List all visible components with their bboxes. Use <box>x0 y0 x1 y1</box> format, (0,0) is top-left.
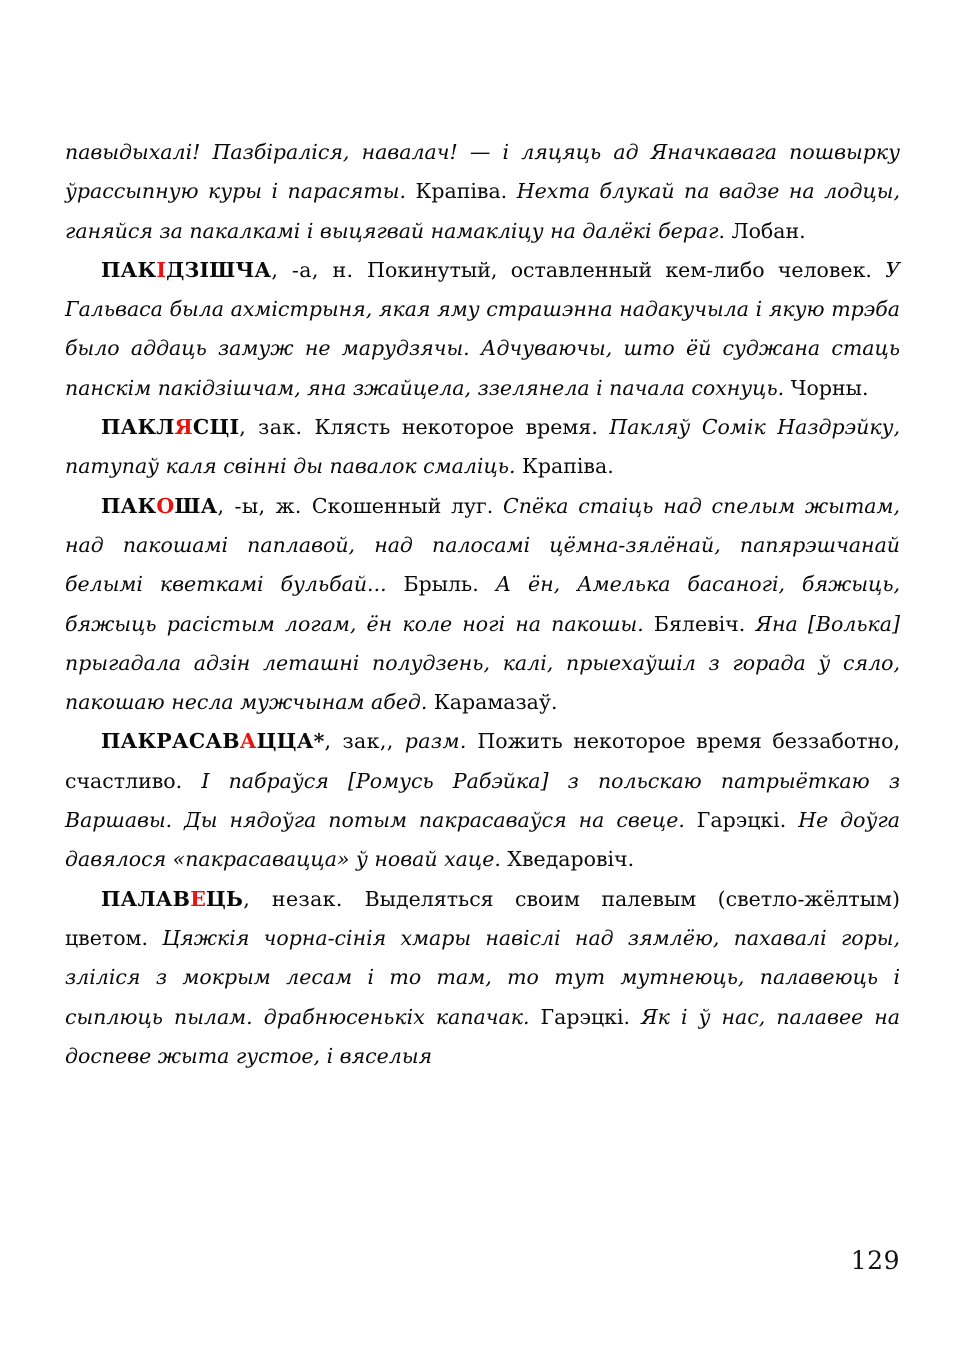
headword <box>101 729 325 753</box>
quote-text: У Гальваса была ахмістрыня, якая яму страшэнна надакучыла і якую трэба было аддаць замуж не марудзячы. Адчуваючы, што ёй суджана стаць панскім пакідзішчам, яна зжайцела, ззелянела і пачала сохнуць. <box>65 257 901 400</box>
headword-part-before: ПАЛАВ <box>101 886 191 911</box>
dictionary-entry <box>65 880 900 1076</box>
quote-source: Брыль. <box>386 572 479 597</box>
definition-text: Покинутый, оставленный кем-либо человек. <box>367 257 886 282</box>
definition-text: Клясть некоторое время. <box>314 415 610 440</box>
quote-source: Хведаровіч. <box>500 847 635 872</box>
definition-text: Скошенный луг. <box>311 493 504 518</box>
quote-source: Лобан. <box>724 218 806 243</box>
page-number: 129 <box>850 1246 900 1275</box>
quote-text: А ён, Амелька басаногі, бяжыць, бяжыць расістым логам, ён коле ногі на пакошы. <box>65 572 900 636</box>
quote-text: Нехта блукай па вадзе на лодцы, ганяйся за пакалкамі і выцягвай намакліцу на далёкі бераг. <box>65 179 900 243</box>
quote-text: Спёка стаіць над спелым жытам, над пакошамі паплавой, над палосамі цёмна-зялёнай, папярэшчанай белымі кветкамі бульбай... <box>65 493 900 597</box>
dictionary-entry <box>65 722 900 879</box>
quote-source: Гарэцкі. <box>684 808 787 833</box>
quote-text <box>630 1005 641 1029</box>
headword-asterisk: * <box>313 729 325 754</box>
quote-text: Пакляў Сомік Наздрэйку, патупаў каля свінні ды павалок смаліць. <box>65 415 900 479</box>
quote-text: І пабраўся [Ромусь Рабэйка] з польскаю патрыёткаю з Варшавы. Ды нядоўга потым пакрасаваўся на свеце. <box>65 768 900 833</box>
headword-part-after: СЦІ <box>192 415 240 440</box>
headword <box>101 494 217 518</box>
stressed-vowel: Е <box>190 886 207 911</box>
quote-source: Крапіва. <box>515 454 614 479</box>
dictionary-entry <box>65 487 900 723</box>
quote-text: павыдыхалі! Пазбіраліся, навалач! — і ляцяць ад Яначкавага пошвырку ўрассыпную куры і парасяты. <box>65 140 900 204</box>
stressed-vowel: І <box>156 257 167 282</box>
quote-source: Бялевіч. <box>643 611 746 636</box>
headword-part-before: ПАК <box>101 493 157 518</box>
grammar-label: , незак. <box>243 886 365 911</box>
quote-text: Не доўга давялося «пакрасавацца» ў новай хаце. <box>65 808 900 872</box>
quote-source: Гарэцкі. <box>529 1004 631 1029</box>
grammar-label: , -а, н. <box>271 257 368 282</box>
headword-part-after: ДЗІШЧА <box>166 257 272 282</box>
quote-text: Цяжкія чорна-сінія хмары навіслі над зямлёю, пахавалі горы, зліліся з мокрым лесам і то там, то тут мутнеюць, палавеюць і сыплюць пылам. драбнюсенькіх капачак. <box>65 925 900 1029</box>
headword-part-after: ША <box>174 493 218 518</box>
quote-source: Чорны. <box>784 375 869 400</box>
quote-text: Як і ў нас, палавее на доспеве жыта густое, і вяселыя <box>65 1004 900 1068</box>
definition-text: Пожить некоторое время беззаботно, счастливо. <box>65 729 900 793</box>
grammar-label: , зак. <box>239 415 315 440</box>
headword <box>101 258 271 282</box>
quote-text <box>479 572 496 596</box>
quote-text: Яна [Волька] прыгадала адзін леташні полудзень, калі, прыехаўшіл з горада ў сяло, пакошаю несла мужчынам абед. <box>65 611 900 715</box>
headword-part-before: ПАКЛ <box>101 415 175 440</box>
headword-part-before: ПАК <box>101 257 157 282</box>
grammar-label: , зак,, <box>324 729 405 754</box>
headword <box>101 887 243 911</box>
text-column <box>65 133 900 1076</box>
headword-part-after: ЦЦА <box>256 729 314 754</box>
stressed-vowel: О <box>156 493 175 518</box>
quote-source: Крапіва. <box>406 179 517 204</box>
quote-source: Карамазаў. <box>427 690 558 715</box>
continued-paragraph <box>65 133 900 251</box>
usage-label: разм. <box>404 729 467 754</box>
stressed-vowel: Я <box>174 415 193 440</box>
quote-text <box>745 612 755 636</box>
headword-part-before: ПАКРАСАВ <box>101 729 240 754</box>
dictionary-entry <box>65 408 900 487</box>
headword <box>101 415 239 439</box>
grammar-label: , -ы, ж. <box>217 493 312 518</box>
stressed-vowel: А <box>239 729 257 754</box>
dictionary-entry <box>65 251 900 408</box>
headword-part-after: ЦЬ <box>206 886 244 911</box>
definition-text: Выделяться своим палевым (светло-жёлтым) цветом. <box>65 886 900 950</box>
quote-text <box>786 808 798 832</box>
